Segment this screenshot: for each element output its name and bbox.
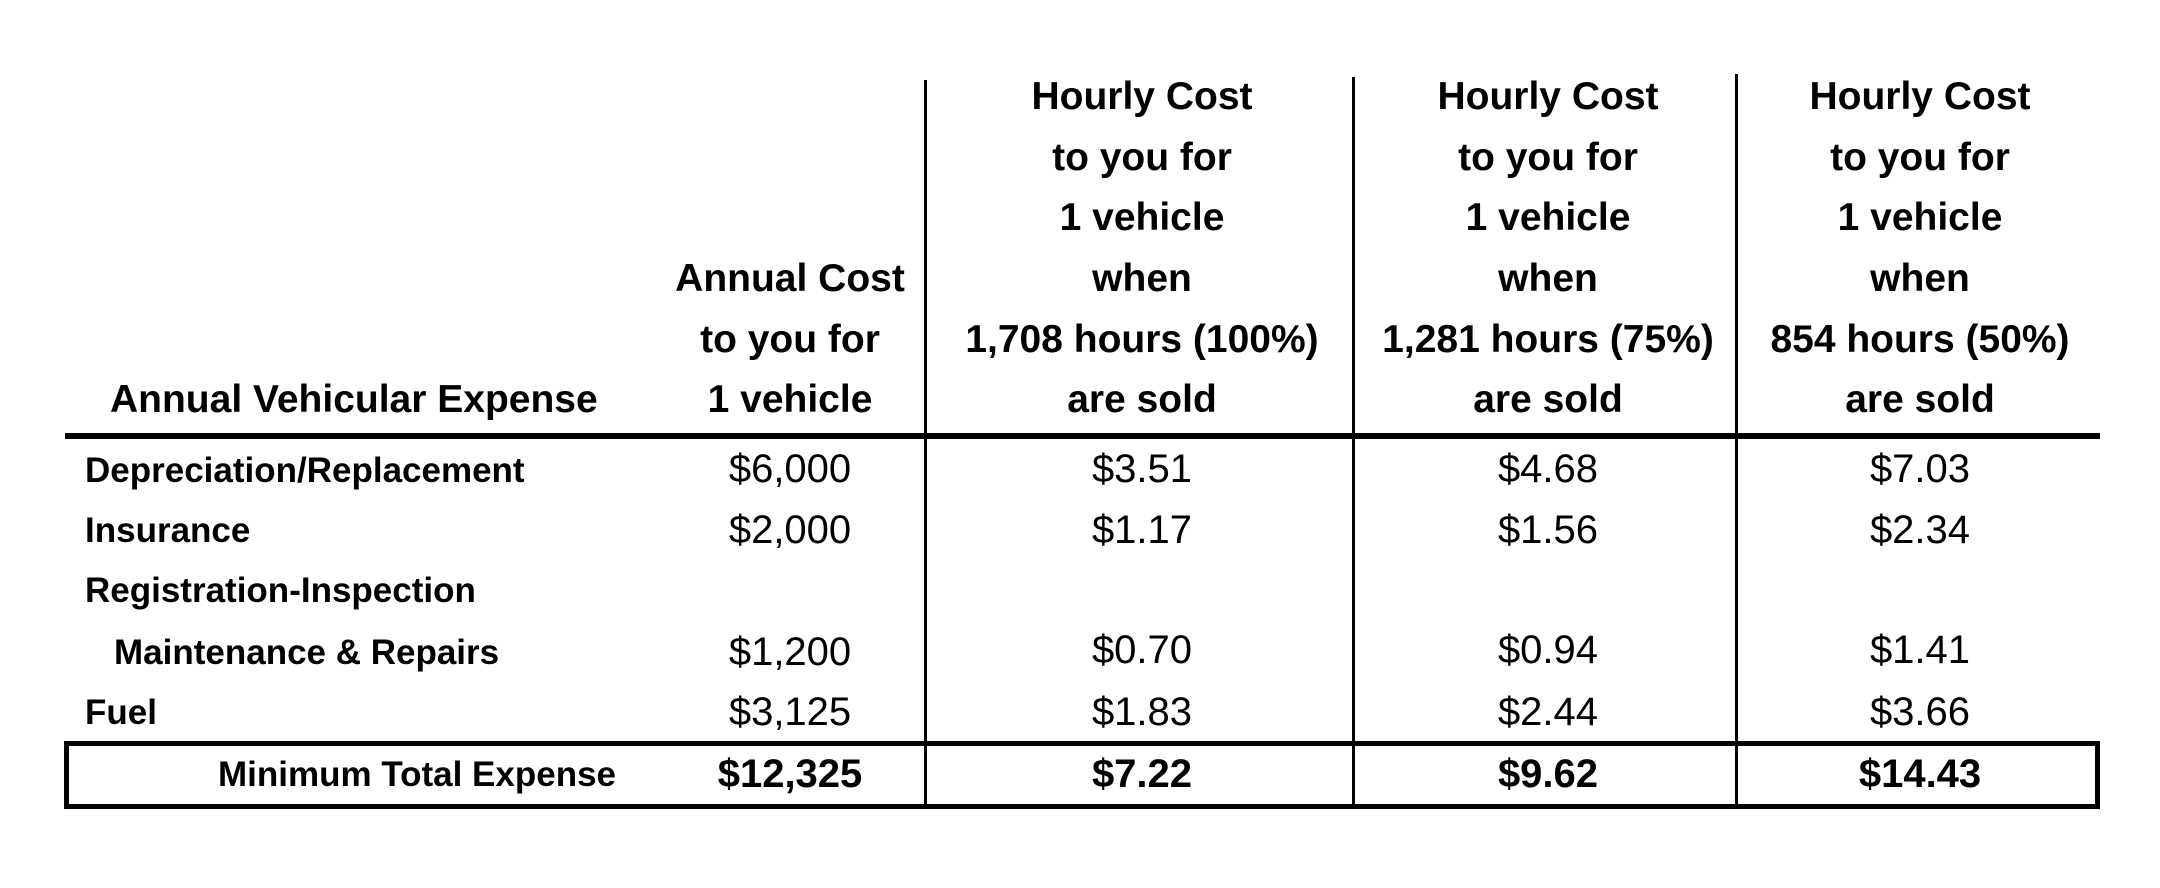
row-fuel-h100: $1.83 (1091, 690, 1193, 734)
header-h75-line5: 1,281 hours (75%) (1382, 318, 1714, 361)
total-annual: $12,325 (717, 752, 863, 796)
row-maintenance-h100: $0.70 (1091, 628, 1193, 672)
header-rule (65, 433, 2100, 439)
row-label-depreciation: Depreciation/Replacement (85, 451, 525, 490)
header-annual-line2: to you for (700, 318, 880, 361)
row-label-fuel: Fuel (85, 693, 157, 732)
row-insurance-h50: $2.34 (1869, 508, 1971, 552)
header-h100-line6: are sold (1067, 378, 1217, 421)
total-h100: $7.22 (1091, 752, 1193, 796)
header-h50-line2: to you for (1830, 136, 2010, 179)
header-h50-line1: Hourly Cost (1809, 75, 2031, 118)
row-fuel-annual: $3,125 (728, 690, 852, 734)
header-h100-line4: when (1092, 257, 1192, 300)
header-h75-line4: when (1498, 257, 1598, 300)
total-h75: $9.62 (1497, 752, 1599, 796)
header-h50-line6: are sold (1845, 378, 1995, 421)
row-maintenance-h50: $1.41 (1869, 628, 1971, 672)
row-depreciation-h50: $7.03 (1869, 447, 1971, 491)
header-h50-line3: 1 vehicle (1837, 196, 2003, 239)
column-divider-3 (1735, 74, 1738, 808)
header-expense: Annual Vehicular Expense (110, 378, 598, 421)
header-h75-line3: 1 vehicle (1465, 196, 1631, 239)
row-depreciation-h75: $4.68 (1497, 447, 1599, 491)
total-h50: $14.43 (1858, 752, 1982, 796)
header-h75-line6: are sold (1473, 378, 1623, 421)
row-maintenance-h75: $0.94 (1497, 628, 1599, 672)
row-label-maintenance: Maintenance & Repairs (114, 633, 500, 672)
header-h75-line2: to you for (1458, 136, 1638, 179)
header-h100-line1: Hourly Cost (1031, 75, 1253, 118)
row-fuel-h50: $3.66 (1869, 690, 1971, 734)
header-h50-line4: when (1870, 257, 1970, 300)
row-label-registration: Registration-Inspection (85, 571, 476, 610)
row-insurance-h100: $1.17 (1091, 508, 1193, 552)
header-annual-line3: 1 vehicle (707, 378, 873, 421)
total-label: Minimum Total Expense (218, 755, 617, 794)
column-divider-2 (1352, 77, 1355, 808)
row-depreciation-h100: $3.51 (1091, 447, 1193, 491)
row-insurance-h75: $1.56 (1497, 508, 1599, 552)
row-maintenance-annual: $1,200 (728, 630, 852, 674)
header-h75-line1: Hourly Cost (1437, 75, 1659, 118)
header-h100-line2: to you for (1052, 136, 1232, 179)
row-label-insurance: Insurance (85, 511, 251, 550)
row-depreciation-annual: $6,000 (728, 447, 852, 491)
row-insurance-annual: $2,000 (728, 508, 852, 552)
header-h50-line5: 854 hours (50%) (1770, 318, 2070, 361)
header-h100-line3: 1 vehicle (1059, 196, 1225, 239)
header-annual-line1: Annual Cost (675, 257, 905, 300)
row-fuel-h75: $2.44 (1497, 690, 1599, 734)
header-h100-line5: 1,708 hours (100%) (965, 318, 1319, 361)
